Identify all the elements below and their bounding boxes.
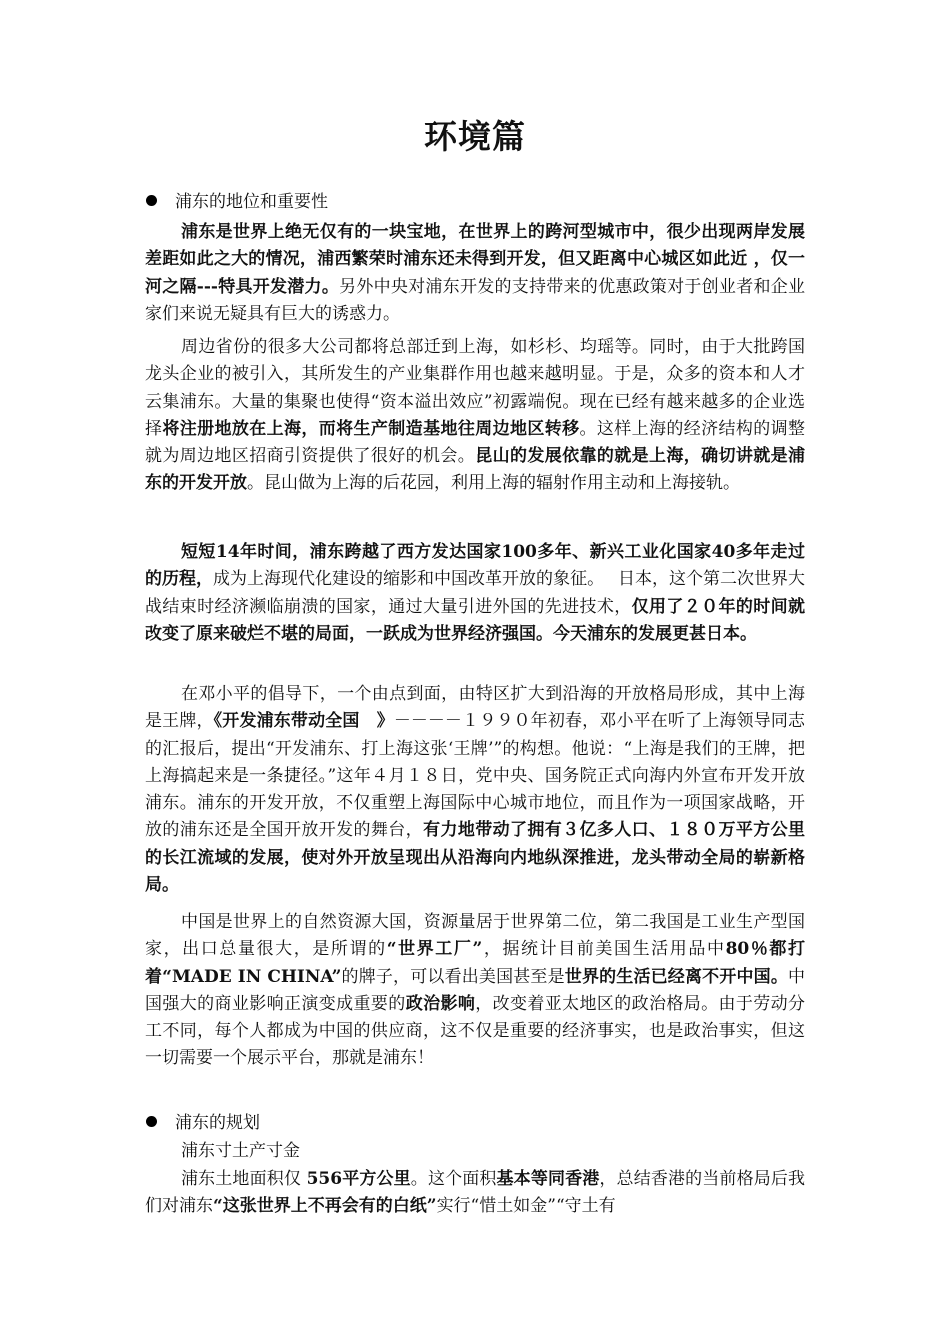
- paragraph: [145, 1166, 805, 1221]
- bold-text-run: 556平方公里: [306, 1169, 411, 1189]
- paragraph: [145, 681, 805, 899]
- paragraph: [145, 334, 805, 498]
- bold-text-run: 昆山的发展依靠的就是上海，确切讲就是浦东的开发开放: [145, 446, 806, 494]
- paragraph: [145, 539, 805, 648]
- text-run: 。昆山做为上海的后花园，利用上海的辐射作用主动和上海接轨。: [247, 473, 740, 494]
- paragraph: [145, 909, 805, 1073]
- bold-text-run: 将注册地放在上海，而将生产制造基地往周边地区转移: [162, 418, 580, 439]
- bold-text-run: 仅用了２０年的时间就改变了原来破烂不堪的局面，一跃成为世界经济强国。今天浦东的发展更甚日本。: [145, 596, 805, 644]
- text-run: 中国是世界上的自然资源大国，资源量居于世界第二位，第二我国是工业生产型国家，出口总量很大，是所谓的: [145, 912, 805, 960]
- text-run: 另外中央对浦东开发的支持带来的优惠政策对于创业者和企业家们来说无疑具有巨大的诱惑力。: [145, 276, 805, 324]
- text-run: 的牌子，可以看出美国甚至是: [341, 966, 565, 987]
- bold-text-run: 浦东是世界上绝无仅有的一块宝地，在世界上的跨河型城市中，很少出现两岸发展差距如此之大的情况，浦西繁荣时浦东还未得到开发，但又距离中心城区如此近 ，仅一河之隔---特具开发潜力。: [145, 222, 805, 297]
- section-heading-planning: [146, 1110, 260, 1136]
- paragraph: [145, 219, 805, 328]
- bold-text-run: 80％都打着“MADE IN CHINA”: [145, 939, 805, 987]
- text-run: 周边省份的很多大公司都将总部迁到上海，如杉杉、均瑶等。同时，由于大批跨国龙头企业的被引入，其所发生的产业集群作用也越来越明显。于是，众多的资本和人才云集浦东。大量的集聚也使得“资本溢出效应”初露端倪。现在已经有越来越多的企业选择: [145, 337, 805, 439]
- text-run: 在邓小平的倡导下，一个由点到面，由特区扩大到沿海的开放格局形成，其中上海是王牌，: [145, 684, 805, 732]
- text-run: 。这样上海的经济结构的调整就为周边地区招商引资提供了很好的机会。: [145, 418, 806, 467]
- bold-text-run: 有力地带动了拥有３亿多人口、１８０万平方公里的长江流域的发展，使对外开放呈现出从沿海向内地纵深推进，龙头带动全局的崭新格局。: [145, 820, 806, 896]
- text-run: 中国强大的商业影响正演变成重要的: [145, 966, 806, 1014]
- text-run: 实行“惜土如金”“守土有: [436, 1196, 616, 1217]
- text-run: －－－－１９９０年初春，邓小平在听了上海领导同志的汇报后，提出“开发浦东、打上海这张‘王牌’”的构想。他说：“上海是我们的王牌，把上海搞起来是一条捷径。”这年４月１８日，党中央、国务院正式向海内外宣布开发开放浦东。浦东的开发开放，不仅重塑上海国际中心城市地位，而且作为一项国家战略，开放的浦东还是全国开放开发的舞台，: [145, 711, 806, 841]
- bullet-icon: [146, 195, 157, 206]
- bold-text-run: 世界的生活已经离不开中国。: [564, 966, 789, 987]
- text-run: ，总结香港的当前格局后我们对浦东: [145, 1169, 806, 1217]
- bold-text-run: “世界工厂”: [386, 939, 483, 960]
- subheading: 浦东寸土产寸金: [181, 1141, 300, 1161]
- section-heading-label: 浦东的地位和重要性: [175, 192, 328, 212]
- bold-text-run: 基本等同香港: [496, 1169, 600, 1189]
- text-run: 浦东土地面积仅: [181, 1169, 307, 1189]
- bold-text-run: “这张世界上不再会有的白纸”: [213, 1196, 437, 1217]
- section-heading-label: 浦东的规划: [175, 1113, 260, 1133]
- bullet-icon: [146, 1116, 157, 1127]
- text-run: ，改变着亚太地区的政治格局。由于劳动分工不同，每个人都成为中国的供应商，这不仅是重要的经济事实，也是政治事实，但这一切需要一个展示平台，那就是浦东！: [145, 993, 806, 1069]
- bold-text-run: 《开发浦东带动全国 》: [213, 711, 394, 732]
- text-run: 。这个面积: [410, 1169, 497, 1189]
- page-title: 环境篇: [424, 117, 526, 156]
- bold-text-run: 短短14年时间，浦东跨越了西方发达国家100多年、新兴工业化国家40多年走过的历程，: [145, 542, 805, 590]
- section-heading-status: [146, 189, 328, 215]
- bold-text-run: 政治影响: [405, 993, 476, 1014]
- text-run: ，据统计目前美国生活用品中: [482, 939, 726, 960]
- text-run: 成为上海现代化建设的缩影和中国改革开放的象征。 日本，这个第二次世界大战结束时经济濒临崩溃的国家，通过大量引进外国的先进技术，: [145, 569, 806, 617]
